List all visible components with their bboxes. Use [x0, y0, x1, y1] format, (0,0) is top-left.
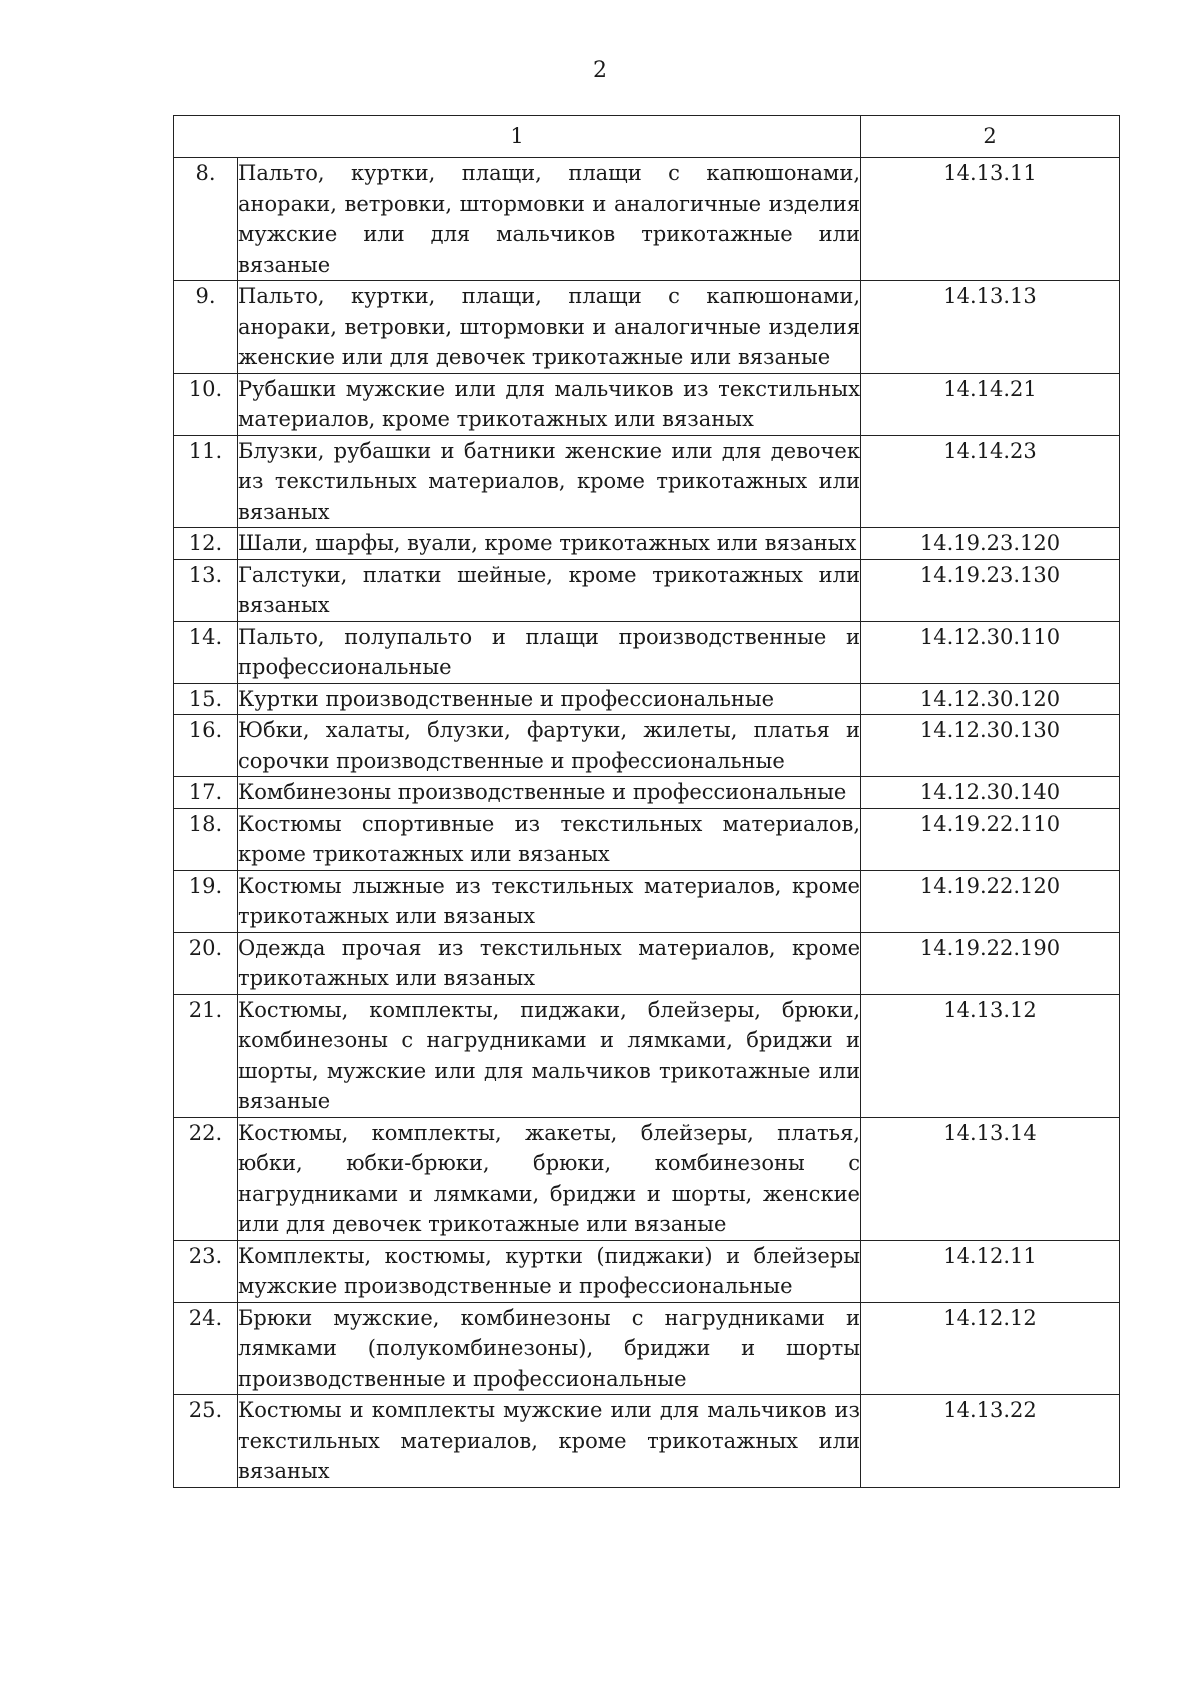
okpd-code: 14.13.14	[861, 1117, 1120, 1240]
row-number: 13.	[174, 559, 238, 621]
okpd-code: 14.19.22.190	[861, 932, 1120, 994]
table-row	[174, 715, 1120, 777]
table-row	[174, 683, 1120, 715]
row-number: 10.	[174, 373, 238, 435]
product-name: Костюмы лыжные из текстильных материалов, кроме трикотажных или вязаных	[238, 870, 861, 932]
table-row	[174, 932, 1120, 994]
okpd-code: 14.14.23	[861, 435, 1120, 528]
row-number: 16.	[174, 715, 238, 777]
product-name: Костюмы, комплекты, пиджаки, блейзеры, брюки, комбинезоны с нагрудниками и лямками, бриджи и шорты, мужские или для мальчиков трикотажные или вязаные	[238, 994, 861, 1117]
okpd-code: 14.12.30.130	[861, 715, 1120, 777]
product-name: Костюмы спортивные из текстильных материалов, кроме трикотажных или вязаных	[238, 808, 861, 870]
product-name: Одежда прочая из текстильных материалов, кроме трикотажных или вязаных	[238, 932, 861, 994]
product-name: Костюмы и комплекты мужские или для мальчиков из текстильных материалов, кроме трикотажных или вязаных	[238, 1395, 861, 1488]
products-table	[173, 115, 1120, 1488]
row-number: 11.	[174, 435, 238, 528]
okpd-code: 14.12.12	[861, 1302, 1120, 1395]
product-name: Комбинезоны производственные и профессиональные	[238, 777, 861, 809]
okpd-code: 14.12.30.140	[861, 777, 1120, 809]
product-name: Пальто, полупальто и плащи производственные и профессиональные	[238, 621, 861, 683]
table-row	[174, 1117, 1120, 1240]
row-number: 12.	[174, 528, 238, 560]
okpd-code: 14.19.23.120	[861, 528, 1120, 560]
page-number: 2	[593, 58, 607, 83]
table-row	[174, 808, 1120, 870]
table-header-row	[174, 116, 1120, 158]
table-row	[174, 870, 1120, 932]
row-number: 18.	[174, 808, 238, 870]
column-header-1: 1	[174, 116, 861, 158]
product-name: Костюмы, комплекты, жакеты, блейзеры, платья, юбки, юбки-брюки, брюки, комбинезоны с нагрудниками и лямками, бриджи и шорты, женские или для девочек трикотажные или вязаные	[238, 1117, 861, 1240]
table-body	[174, 158, 1120, 1488]
column-header-2: 2	[861, 116, 1120, 158]
okpd-code: 14.19.23.130	[861, 559, 1120, 621]
table-row	[174, 281, 1120, 374]
row-number: 8.	[174, 158, 238, 281]
table-row	[174, 435, 1120, 528]
product-name: Куртки производственные и профессиональные	[238, 683, 861, 715]
row-number: 9.	[174, 281, 238, 374]
okpd-code: 14.19.22.110	[861, 808, 1120, 870]
product-name: Пальто, куртки, плащи, плащи с капюшонами, анораки, ветровки, штормовки и аналогичные изделия женские или для девочек трикотажные или вязаные	[238, 281, 861, 374]
product-name: Юбки, халаты, блузки, фартуки, жилеты, платья и сорочки производственные и профессиональные	[238, 715, 861, 777]
row-number: 25.	[174, 1395, 238, 1488]
product-name: Шали, шарфы, вуали, кроме трикотажных или вязаных	[238, 528, 861, 560]
table-row	[174, 559, 1120, 621]
row-number: 17.	[174, 777, 238, 809]
okpd-code: 14.19.22.120	[861, 870, 1120, 932]
row-number: 20.	[174, 932, 238, 994]
table-row	[174, 373, 1120, 435]
table-row	[174, 994, 1120, 1117]
okpd-code: 14.12.30.120	[861, 683, 1120, 715]
row-number: 22.	[174, 1117, 238, 1240]
table-row	[174, 777, 1120, 809]
product-name: Блузки, рубашки и батники женские или для девочек из текстильных материалов, кроме трикотажных или вязаных	[238, 435, 861, 528]
table-row	[174, 528, 1120, 560]
table-row	[174, 621, 1120, 683]
table-row	[174, 1240, 1120, 1302]
okpd-code: 14.12.11	[861, 1240, 1120, 1302]
table-row	[174, 158, 1120, 281]
row-number: 24.	[174, 1302, 238, 1395]
product-name: Пальто, куртки, плащи, плащи с капюшонами, анораки, ветровки, штормовки и аналогичные изделия мужские или для мальчиков трикотажные или вязаные	[238, 158, 861, 281]
table-row	[174, 1302, 1120, 1395]
okpd-code: 14.12.30.110	[861, 621, 1120, 683]
product-name: Комплекты, костюмы, куртки (пиджаки) и блейзеры мужские производственные и профессиональные	[238, 1240, 861, 1302]
product-name: Брюки мужские, комбинезоны с нагрудниками и лямками (полукомбинезоны), бриджи и шорты производственные и профессиональные	[238, 1302, 861, 1395]
okpd-code: 14.13.13	[861, 281, 1120, 374]
okpd-code: 14.13.12	[861, 994, 1120, 1117]
product-name: Рубашки мужские или для мальчиков из текстильных материалов, кроме трикотажных или вязаных	[238, 373, 861, 435]
row-number: 23.	[174, 1240, 238, 1302]
okpd-code: 14.14.21	[861, 373, 1120, 435]
product-name: Галстуки, платки шейные, кроме трикотажных или вязаных	[238, 559, 861, 621]
okpd-code: 14.13.11	[861, 158, 1120, 281]
row-number: 14.	[174, 621, 238, 683]
row-number: 15.	[174, 683, 238, 715]
okpd-code: 14.13.22	[861, 1395, 1120, 1488]
row-number: 21.	[174, 994, 238, 1117]
row-number: 19.	[174, 870, 238, 932]
table-row	[174, 1395, 1120, 1488]
